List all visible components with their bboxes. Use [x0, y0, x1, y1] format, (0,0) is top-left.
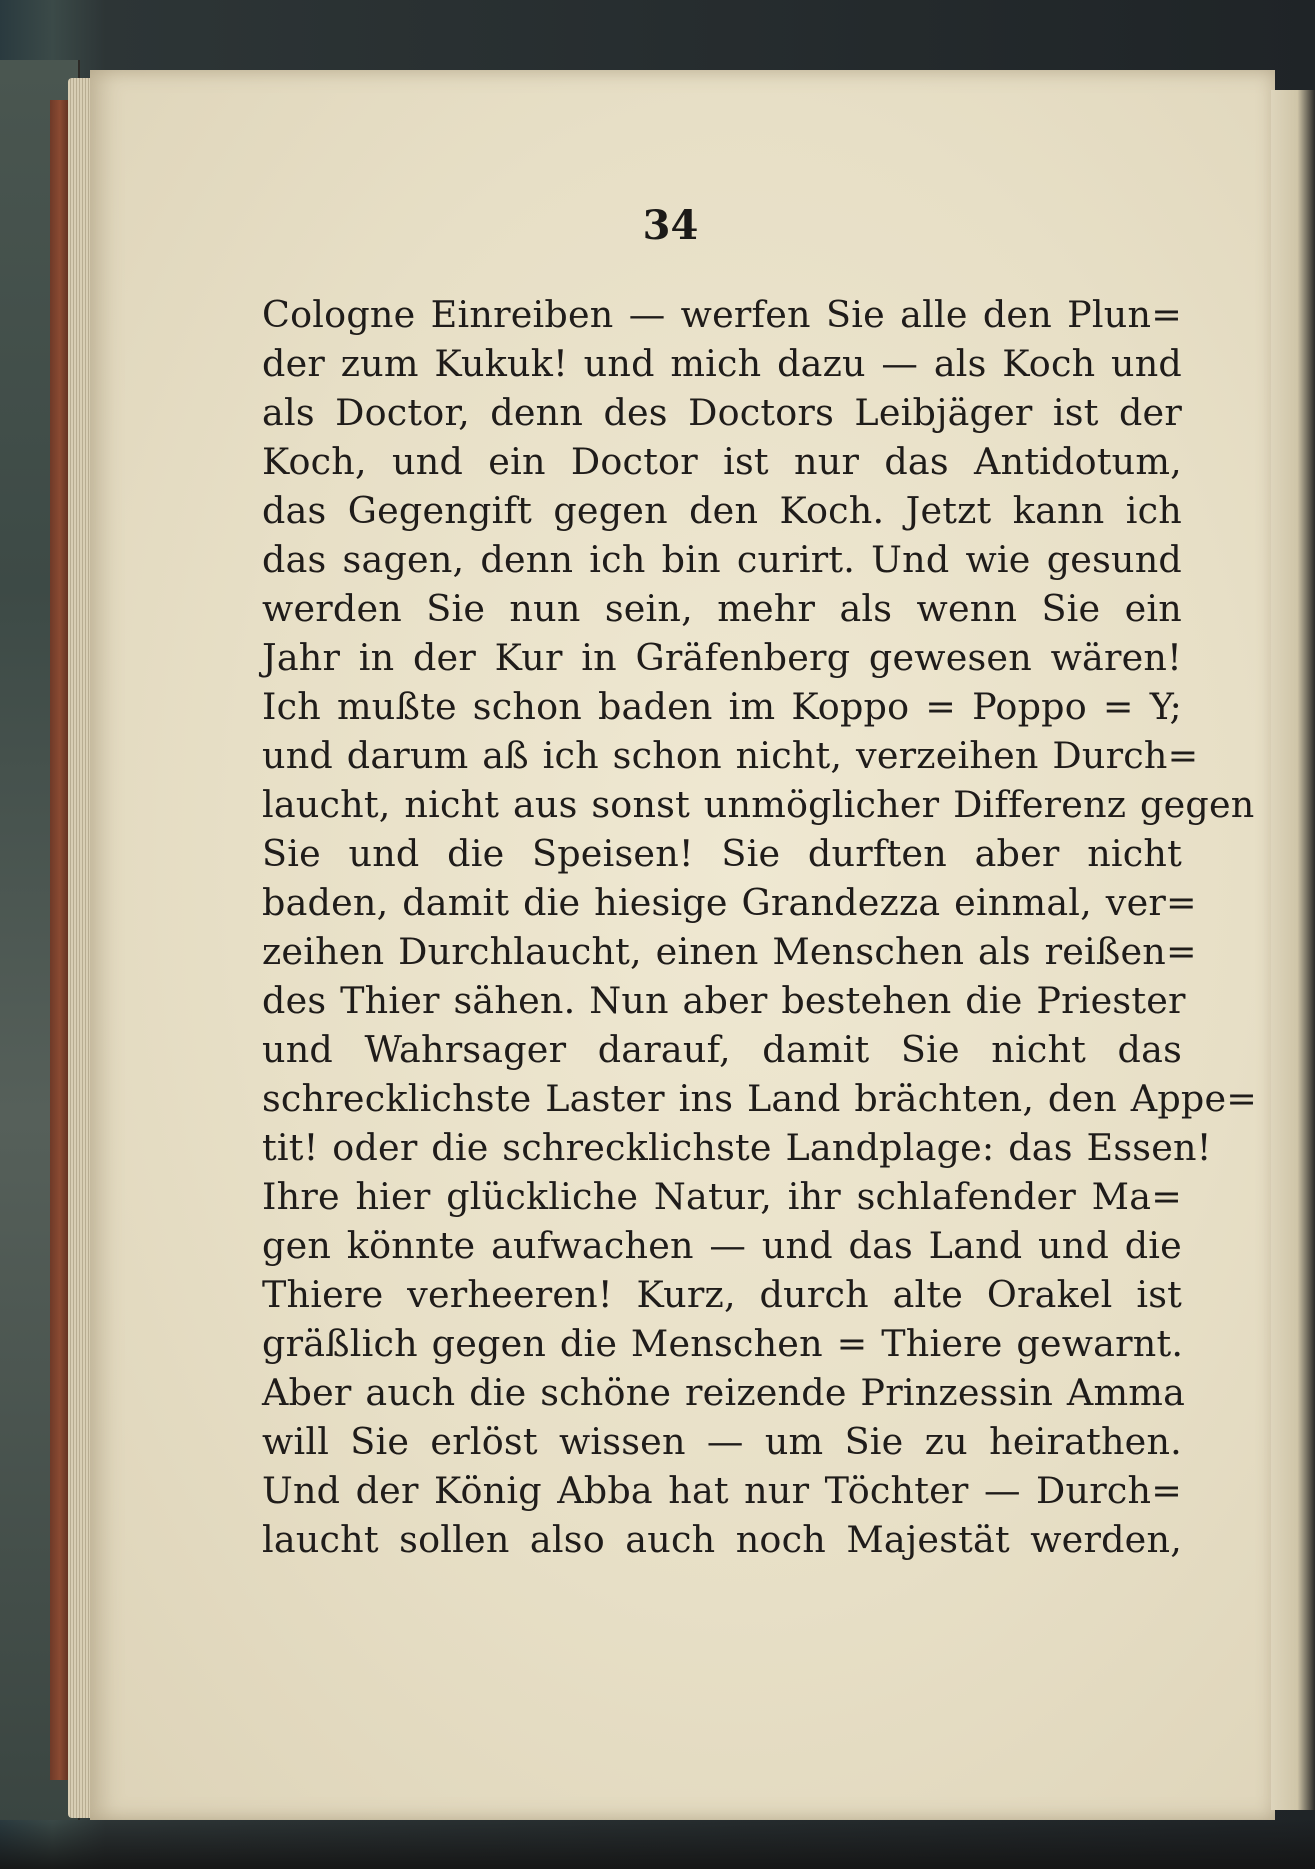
text-line: Koch, und ein Doctor ist nur das Antidotum, [262, 440, 1182, 483]
text-line: das Gegengift gegen den Koch. Jetzt kann ich [262, 489, 1182, 532]
text-line: gen könnte aufwachen — und das Land und die [262, 1224, 1182, 1267]
text-line: laucht sollen also auch noch Majestät werden, [262, 1518, 1182, 1561]
text-line: Und der König Abba hat nur Töchter — Durch= [262, 1469, 1182, 1512]
right-page-edge [1271, 90, 1315, 1810]
text-line: Jahr in der Kur in Gräfenberg gewesen wären! [262, 636, 1182, 679]
text-line: Ich mußte schon baden im Koppo = Poppo = Y; [262, 685, 1182, 728]
text-line: der zum Kukuk! und mich dazu — als Koch und [262, 342, 1182, 385]
text-line: des Thier sähen. Nun aber bestehen die Priester [262, 979, 1186, 1022]
text-line: schrecklichste Laster ins Land brächten, den Appe= [262, 1077, 1258, 1120]
text-line: Thiere verheeren! Kurz, durch alte Orakel ist [262, 1273, 1182, 1316]
text-line: und darum aß ich schon nicht, verzeihen Durch= [262, 734, 1199, 777]
text-line: und Wahrsager darauf, damit Sie nicht das [262, 1028, 1182, 1071]
text-line: Cologne Einreiben — werfen Sie alle den Plun= [262, 293, 1182, 336]
text-line: das sagen, denn ich bin curirt. Und wie gesund [262, 538, 1182, 581]
text-line: will Sie erlöst wissen — um Sie zu heirathen. [262, 1420, 1182, 1463]
cover-binding-strip [50, 100, 70, 1780]
text-line: baden, damit die hiesige Grandezza einmal, ver= [262, 881, 1197, 924]
text-line: Aber auch die schöne reizende Prinzessin Amma [262, 1371, 1186, 1414]
text-line: laucht, nicht aus sonst unmöglicher Differenz gegen [262, 783, 1255, 826]
text-line: Ihre hier glückliche Natur, ihr schlafender Ma= [262, 1175, 1182, 1218]
bottom-shadow [0, 1819, 1315, 1869]
text-line: zeihen Durchlaucht, einen Menschen als reißen= [262, 930, 1197, 973]
page-number: 34 [642, 202, 699, 249]
text-line: gräßlich gegen die Menschen = Thiere gewarnt. [262, 1322, 1184, 1365]
body-text [262, 290, 1258, 1564]
text-line: werden Sie nun sein, mehr als wenn Sie ein [262, 587, 1182, 630]
text-line: tit! oder die schrecklichste Landplage: das Essen! [262, 1126, 1212, 1169]
text-line: als Doctor, denn des Doctors Leibjäger ist der [262, 391, 1182, 434]
text-line: Sie und die Speisen! Sie durften aber nicht [262, 832, 1182, 875]
